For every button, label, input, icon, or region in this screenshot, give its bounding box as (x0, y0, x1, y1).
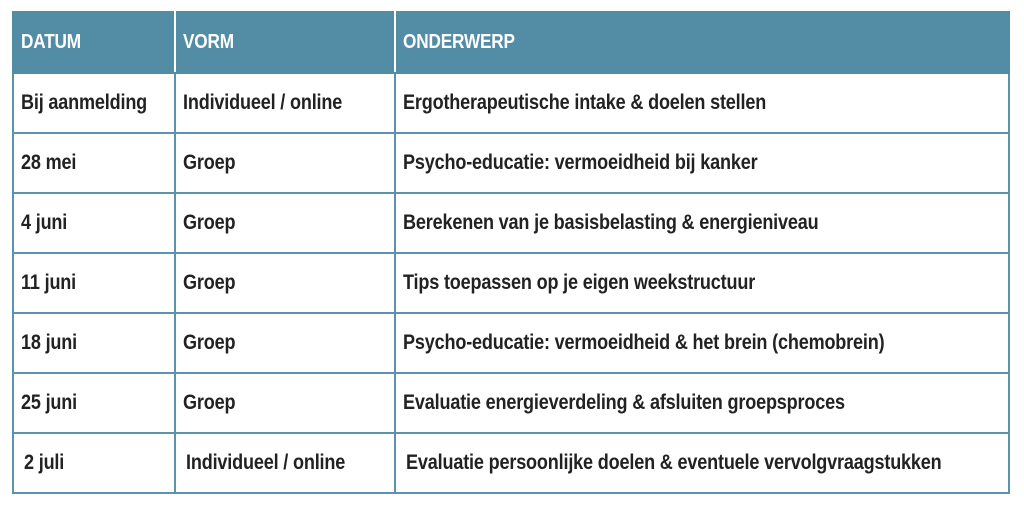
vorm-text: Groep (183, 271, 236, 294)
table-row (13, 73, 1009, 133)
table-row (13, 373, 1009, 433)
column-header-label: VORM (183, 31, 234, 53)
datum-text: 2 juli (24, 451, 65, 474)
table-row (13, 313, 1009, 373)
cell-onderwerp (395, 133, 1009, 193)
vorm-text: Groep (183, 391, 236, 414)
column-header-label: DATUM (21, 31, 81, 53)
cell-datum (13, 133, 175, 193)
cell-datum (13, 313, 175, 373)
vorm-text: Groep (183, 151, 236, 174)
cell-datum (13, 433, 175, 493)
cell-datum (13, 193, 175, 253)
table-row (13, 133, 1009, 193)
column-header-onderwerp (395, 12, 1009, 73)
header-row (13, 12, 1009, 73)
onderwerp-text: Psycho-educatie: vermoeidheid bij kanker (403, 151, 758, 174)
column-header-vorm (175, 12, 395, 73)
vorm-text: Individueel / online (186, 451, 346, 474)
datum-text: 25 juni (21, 391, 78, 414)
onderwerp-text: Berekenen van je basisbelasting & energieniveau (403, 211, 819, 234)
table-row (13, 433, 1009, 493)
cell-onderwerp (395, 433, 1009, 493)
cell-onderwerp (395, 193, 1009, 253)
cell-datum (13, 373, 175, 433)
onderwerp-text: Psycho-educatie: vermoeidheid & het brein (chemobrein) (403, 331, 885, 354)
vorm-text: Groep (183, 211, 236, 234)
cell-onderwerp (395, 253, 1009, 313)
cell-vorm (175, 433, 395, 493)
column-header-label: ONDERWERP (403, 31, 515, 53)
schedule-table (12, 11, 1010, 494)
cell-onderwerp (395, 313, 1009, 373)
column-header-datum (13, 12, 175, 73)
datum-text: 4 juni (21, 211, 68, 234)
cell-vorm (175, 133, 395, 193)
cell-vorm (175, 253, 395, 313)
cell-onderwerp (395, 73, 1009, 133)
datum-text: 28 mei (21, 151, 77, 174)
cell-datum (13, 253, 175, 313)
datum-text: 18 juni (21, 331, 78, 354)
cell-onderwerp (395, 373, 1009, 433)
onderwerp-text: Ergotherapeutische intake & doelen stellen (403, 91, 767, 114)
datum-text: 11 juni (21, 271, 77, 294)
cell-vorm (175, 193, 395, 253)
vorm-text: Individueel / online (183, 91, 343, 114)
cell-vorm (175, 313, 395, 373)
table-body (13, 73, 1009, 493)
vorm-text: Groep (183, 331, 236, 354)
cell-datum (13, 73, 175, 133)
onderwerp-text: Evaluatie persoonlijke doelen & eventuele vervolgvraagstukken (406, 451, 942, 474)
onderwerp-text: Tips toepassen op je eigen weekstructuur (403, 271, 756, 294)
cell-vorm (175, 73, 395, 133)
table-header (13, 12, 1009, 73)
table-row (13, 253, 1009, 313)
table-row (13, 193, 1009, 253)
datum-text: Bij aanmelding (21, 91, 148, 114)
onderwerp-text: Evaluatie energieverdeling & afsluiten groepsproces (403, 391, 845, 414)
cell-vorm (175, 373, 395, 433)
